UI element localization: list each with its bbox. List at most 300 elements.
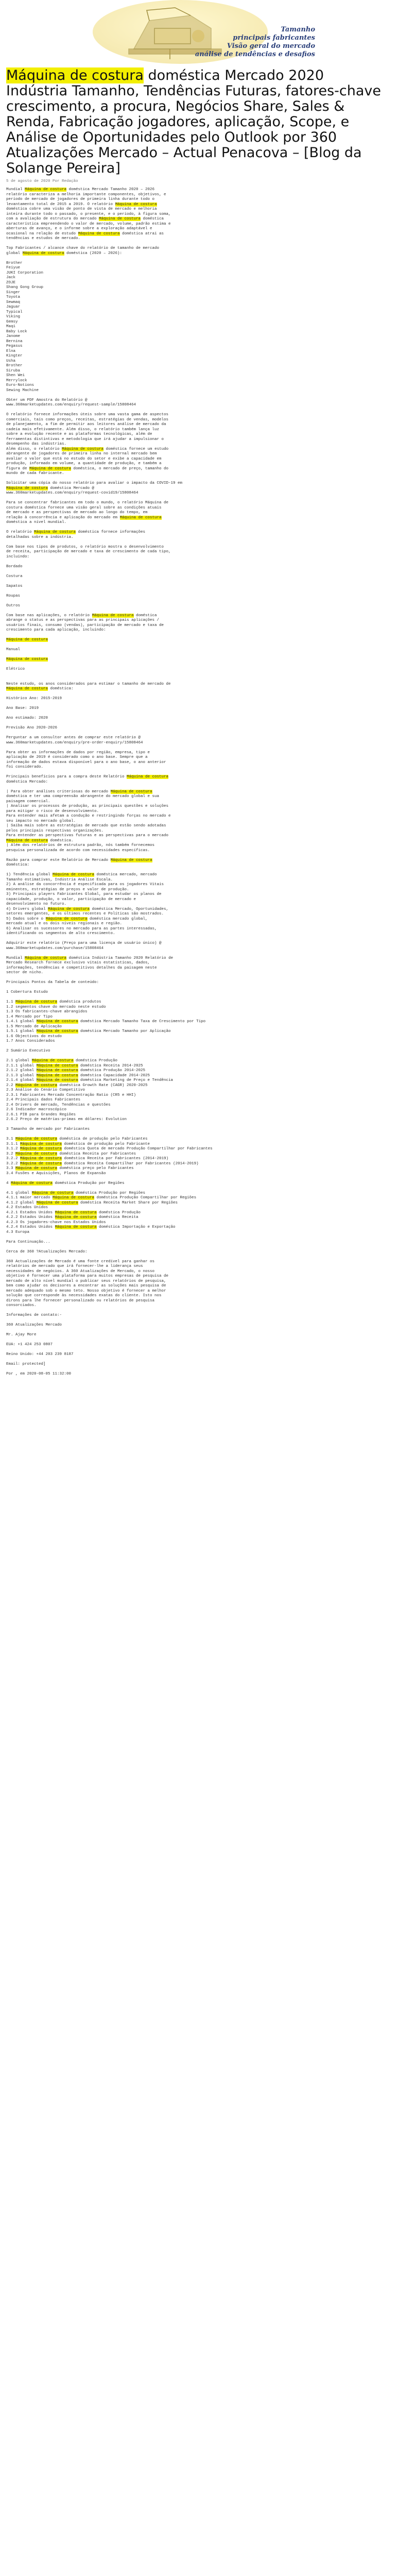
content-line: EUA: +1 424 253 0807 bbox=[6, 1343, 53, 1347]
keyword-highlight: Máquina de costura bbox=[92, 613, 134, 618]
content-line: Typical bbox=[6, 310, 23, 314]
content-line: doméstica e ter uma compreensão abrangente do mercado global e sua bbox=[6, 794, 160, 799]
content-line: 3.2.2 Máquina de costura doméstica Receita Compartilhar por Fabricantes (2014-2019) bbox=[6, 1161, 199, 1166]
content-line: objetivo é fornecer uma plataforma para muitos empresas de pesquisa de bbox=[6, 1274, 169, 1278]
content-line: 4.2.3 Os jogadores-chave nos Estados Unidos bbox=[6, 1220, 106, 1225]
title-highlight: Máquina de costura bbox=[6, 67, 144, 83]
content-line bbox=[6, 995, 387, 1001]
content-line: mercado adequado sob o mesmo teto. Nosso objetivo é fornecer a melhor bbox=[6, 1289, 166, 1293]
keyword-highlight: Máquina de costura bbox=[62, 447, 104, 451]
content-line: abrange o status e as perspectivas para as principais aplicações / bbox=[6, 618, 160, 622]
content-line: aplicação de 2019 é considerado como o ano base. Sempre que a bbox=[6, 755, 148, 759]
content-line: 2.6.1 PIB para Grandes Regiões bbox=[6, 1112, 76, 1117]
content-line bbox=[6, 1358, 387, 1363]
content-line bbox=[6, 1348, 387, 1353]
content-line bbox=[6, 540, 387, 545]
content-line: abrangente de jogadores de primeira linha no internal mercado bem bbox=[6, 452, 157, 456]
keyword-highlight: Máquina de costura bbox=[45, 917, 88, 921]
keyword-highlight: Máquina de costura bbox=[99, 217, 141, 221]
content-line: 1.4.1 global Máquina de costura doméstica Mercado Tamanho Taxa de Crescimento por Tipo bbox=[6, 1020, 206, 1024]
content-line: 360 Actualizações de Mercado é uma fonte credível para ganhar os bbox=[6, 1259, 155, 1264]
keyword-highlight: Máquina de costura bbox=[36, 1029, 78, 1033]
content-line: necessidades de negócios. A 360 Atualizações de Mercado, o nosso bbox=[6, 1269, 155, 1274]
content-line: Histórico Ano: 2015-2019 bbox=[6, 697, 62, 701]
content-line: 2.1.3 global Máquina de costura doméstica Capacidade 2014-2025 bbox=[6, 1073, 150, 1078]
content-line: 1 Cobertura Estudo bbox=[6, 990, 48, 994]
content-line: Shen Wei bbox=[6, 374, 25, 378]
content-line bbox=[6, 1054, 387, 1059]
post-meta: 5 de agosto de 2020 Por Redação bbox=[6, 179, 78, 183]
content-line: Perguntar a um consultor antes de comprar este relatório @ bbox=[6, 736, 141, 740]
content-line: levantamento total de 2015 a 2019. O relatório Máquina de costura bbox=[6, 202, 157, 207]
content-line: cadeia mais efetivamente. Além disso, o relatório também lança luz bbox=[6, 427, 160, 432]
content-line: 1.5 Mercado de Aplicação bbox=[6, 1024, 62, 1029]
content-line: 3.4 Fusões e Aquisições, Planos de Expansão bbox=[6, 1171, 106, 1176]
content-line: Viking bbox=[6, 315, 21, 319]
content-line: Com base nas aplicações, o relatório Máquina de costura doméstica bbox=[6, 613, 157, 618]
content-line: Kingter bbox=[6, 354, 23, 358]
content-line: Mr. Ajay More bbox=[6, 1333, 37, 1337]
content-line: Brother bbox=[6, 364, 23, 368]
content-line: 2.6.2 Preço de matérias-primas em dólares: Evolution bbox=[6, 1117, 127, 1122]
keyword-highlight: Máquina de costura bbox=[6, 838, 48, 843]
content-line bbox=[6, 677, 387, 682]
keyword-highlight: Máquina de costura bbox=[20, 1147, 62, 1151]
post-content bbox=[6, 188, 387, 1377]
content-line bbox=[6, 633, 387, 638]
content-line: | Para obter análises criteriosas do mercado Máquina de costura bbox=[6, 789, 152, 794]
keyword-highlight: Máquina de costura bbox=[55, 1225, 97, 1229]
keyword-highlight: Máquina de costura bbox=[36, 1078, 78, 1082]
content-line: tendências e estudos de mercado. bbox=[6, 236, 81, 241]
content-line bbox=[6, 526, 387, 531]
content-line: Principais benefícios para a compra deste Relatório Máquina de costura bbox=[6, 775, 169, 779]
content-line: 4.3 Europa bbox=[6, 1230, 30, 1234]
content-line: www.360marketupdates.com/enquiry/request-sample/15808464 bbox=[6, 403, 136, 407]
content-line bbox=[6, 638, 387, 643]
content-line: 2.3 Análise do Cenário Competitivo bbox=[6, 1088, 85, 1092]
content-line: Brother bbox=[6, 261, 23, 265]
content-line bbox=[6, 599, 387, 604]
keyword-highlight: Máquina de costura bbox=[31, 1059, 74, 1063]
content-line: Merrylock bbox=[6, 378, 27, 383]
content-line: 1.1 Máquina de costura doméstica produtos bbox=[6, 1000, 101, 1004]
keyword-highlight: Máquina de costura bbox=[15, 1151, 58, 1156]
content-line: Solicitar uma cópia do nosso relatório para avaliar o impacto da COVID-19 em bbox=[6, 481, 183, 485]
content-line: Por , em 2020-08-05 11:32:00 bbox=[6, 1372, 72, 1376]
content-line: | Saiba mais sobre as estratégias de mercado que estão sendo adotadas bbox=[6, 824, 166, 828]
content-line: Email: protected] bbox=[6, 1362, 46, 1366]
content-line: Bordado bbox=[6, 564, 23, 569]
content-line: informações, tendências e competitivos detalhes da paisagem neste bbox=[6, 965, 157, 970]
content-line bbox=[6, 986, 387, 991]
content-line bbox=[6, 579, 387, 584]
content-line: dirons para lhe fornecer personalizado ou relatórios de pesquisa bbox=[6, 1298, 155, 1303]
content-line: Singer bbox=[6, 290, 21, 295]
content-line: Manual bbox=[6, 648, 21, 652]
keyword-highlight: Máquina de costura bbox=[20, 1157, 62, 1161]
keyword-highlight: Máquina de costura bbox=[55, 1215, 97, 1219]
content-line: Mercado Research fornece exclusivo vitais estatísticas, dados, bbox=[6, 961, 150, 965]
content-line: sector de nicho. bbox=[6, 971, 44, 975]
content-line bbox=[6, 643, 387, 648]
content-line: setores emergentes, e os últimos recentes e Políticas são mostrados. bbox=[6, 912, 164, 916]
content-line: paisagem comercial. bbox=[6, 799, 50, 804]
content-line: Para obter as informações de dados por região, empresa, tipo e bbox=[6, 750, 150, 755]
banner-line-2: principais fabricantes bbox=[233, 34, 315, 42]
content-line: 4.2 Estados Unidos bbox=[6, 1206, 48, 1210]
content-line: sobre a evolução recente e as plataformas tecnológicas, além de bbox=[6, 432, 152, 436]
content-line: Mundial Máquina de costura doméstica Indústria Tamanho 2020 Relatório de bbox=[6, 956, 174, 960]
keyword-highlight: Máquina de costura bbox=[29, 466, 72, 471]
content-line: Jack bbox=[6, 276, 16, 280]
content-line: Gemsy bbox=[6, 319, 18, 324]
blog-post bbox=[6, 68, 387, 1377]
keyword-highlight: Máquina de costura bbox=[11, 1181, 53, 1185]
content-line: 1.2 segmentos chave do mercado neste estudo bbox=[6, 1005, 106, 1009]
content-line: Reino Unido: +44 203 239 8187 bbox=[6, 1352, 74, 1357]
content-line bbox=[6, 951, 387, 956]
content-line bbox=[6, 976, 387, 981]
content-line bbox=[6, 1132, 387, 1138]
content-line: relatórios de mercado que irá fornecer-lhe a liderança seus bbox=[6, 1264, 143, 1268]
content-line bbox=[6, 569, 387, 574]
content-line: Para Continuação... bbox=[6, 1240, 50, 1244]
content-line: produção, informado em volume, a quantidade de produção, e também a bbox=[6, 462, 162, 466]
keyword-highlight: Máquina de costura bbox=[36, 1063, 78, 1068]
content-line: 3.1.2 Máquina de costura doméstica Quota de mercado Produção Compartilhar por Fabricantes bbox=[6, 1147, 213, 1151]
content-line: doméstica a nível mundial. bbox=[6, 520, 67, 524]
content-line bbox=[6, 868, 387, 873]
content-line: pelos principais respectivas organizações. bbox=[6, 828, 104, 833]
content-line: incluindo: bbox=[6, 554, 30, 559]
content-line: costura doméstica fornece uma visão geral sobre as condições atuais bbox=[6, 505, 162, 510]
content-line: 2.1.2 global Máquina de costura doméstica Produção 2014-2025 bbox=[6, 1069, 146, 1073]
content-line: Adquirir este relatório (Preço para uma licença de usuário único) @ bbox=[6, 941, 162, 945]
content-line: aberturas de avanço, e o informe sobre a exploração adaptável e bbox=[6, 227, 152, 231]
content-line: comerciais, tais como preços, receitas, estratégias de vendas, modelos bbox=[6, 417, 169, 422]
content-line: 6) Analisar os sucessores no mercado para as partes interessadas, bbox=[6, 926, 157, 931]
keyword-highlight: Máquina de costura bbox=[15, 1083, 58, 1088]
content-line: desenvolvimento no futuro. bbox=[6, 902, 67, 906]
content-line: Sewing Machine bbox=[6, 388, 39, 393]
content-line bbox=[6, 672, 387, 677]
content-line: avaliar o valor que está no estudo do setor e exibe a capacidade em bbox=[6, 456, 162, 461]
content-line: Shang Gong Group bbox=[6, 285, 44, 290]
keyword-highlight: Máquina de costura bbox=[115, 202, 157, 207]
content-line bbox=[6, 702, 387, 707]
content-line: 4 Máquina de costura doméstica Produção por Regiões bbox=[6, 1181, 125, 1185]
keyword-highlight: Máquina de costura bbox=[34, 530, 76, 534]
content-line bbox=[6, 1123, 387, 1128]
content-line bbox=[6, 937, 387, 942]
content-line bbox=[6, 256, 387, 261]
content-line: 4) Drivers global Máquina de costura doméstica Mercado, Oportunidades, bbox=[6, 907, 169, 911]
content-line: www.360marketupdates.com/purchase/15808464 bbox=[6, 946, 104, 951]
keyword-highlight: Máquina de costura bbox=[6, 657, 48, 662]
content-line: bem como ajudar os decisores a encontrar as soluções mais pesquisa de bbox=[6, 1284, 166, 1288]
content-line bbox=[6, 560, 387, 565]
content-line: mercado atual e os dois níveis regionais e região. bbox=[6, 922, 123, 926]
content-line: 5) Dados sobre o Máquina de costura doméstica mercado global, bbox=[6, 917, 148, 921]
content-line: Bernina bbox=[6, 339, 23, 344]
content-line bbox=[6, 1235, 387, 1240]
content-line: Para entender as perspectivas futuras e as perspectivas para o mercado bbox=[6, 834, 169, 838]
content-line: relação à concorrência e aplicação do mercado em Máquina de costura bbox=[6, 515, 162, 520]
content-line: 2.3.1 Fabricantes Mercado Concentração Ratio (CR5 e HHI) bbox=[6, 1093, 136, 1097]
content-line: Jaguar bbox=[6, 305, 21, 309]
content-line: Sewmaq bbox=[6, 300, 21, 304]
banner-line-1: Tamanho bbox=[281, 26, 315, 33]
keyword-highlight: Máquina de costura bbox=[15, 1137, 58, 1141]
content-line: figura de Máquina de costura doméstica, o mercado de preço, tamanho do bbox=[6, 466, 169, 471]
title-text: doméstica Mercado 2020 Indústria Tamanho, Tendências Futuras, fatores-chave crescimento, a procura, Negócios Share, Sales & Renda, Fabricação jogadores, aplicação, Scope, e Análise de Oportunidades pelo Outlook por 360 Atualizações Mercado – Actual Penacova – [Blog da Solange Pereira] bbox=[6, 67, 381, 176]
content-line: 2.2 Máquina de costura doméstica Growth Rate (CAGR) 2020-2025 bbox=[6, 1083, 148, 1088]
content-line bbox=[6, 1328, 387, 1333]
content-line: Máquina de costura doméstica: bbox=[6, 687, 74, 691]
content-line bbox=[6, 663, 387, 668]
content-line bbox=[6, 1255, 387, 1260]
content-line bbox=[6, 589, 387, 594]
content-line: Ano Base: 2019 bbox=[6, 706, 39, 710]
keyword-highlight: Máquina de costura bbox=[36, 1073, 78, 1078]
keyword-highlight: Máquina de costura bbox=[22, 251, 64, 256]
content-line: Costura bbox=[6, 574, 23, 579]
keyword-highlight: Máquina de costura bbox=[25, 956, 67, 960]
content-line: Com base nos tipos de produtos, o relatório mostra o desenvolvimento bbox=[6, 545, 164, 549]
content-line: Além disso, o relatório Máquina de costura doméstica fornece um estudo bbox=[6, 447, 169, 451]
content-line: Top Fabricantes / alcance chave do relatório de tamanho de mercado bbox=[6, 246, 160, 250]
content-line: Neste estudo, os anos considerados para estimar o tamanho de mercado de bbox=[6, 682, 171, 686]
content-line: Máquina de costura doméstica. bbox=[6, 838, 74, 843]
content-line bbox=[6, 692, 387, 697]
content-line: O relatório fornece informações úteis sobre uma vasta gama de aspectos bbox=[6, 413, 169, 417]
content-line bbox=[6, 1245, 387, 1250]
content-line: Euro-Notions bbox=[6, 383, 34, 387]
content-line: solução que corresponde às necessidades exatas do cliente. Isto nos bbox=[6, 1294, 162, 1298]
keyword-highlight: Máquina de costura bbox=[20, 1161, 62, 1166]
content-line: pesquisa personalizada de acordo com necessidades específicas. bbox=[6, 848, 150, 853]
content-line: ZOJE bbox=[6, 280, 16, 285]
keyword-highlight: Máquina de costura bbox=[6, 638, 48, 642]
keyword-highlight: Máquina de costura bbox=[15, 1000, 58, 1004]
content-line: informação de dados estava disponível para o ano base, o ano anterior bbox=[6, 760, 166, 765]
content-line: 2.1.1 global Máquina de costura doméstica Receita 2014-2025 bbox=[6, 1063, 143, 1068]
content-line: usuários finais, consumo (vendas), participação de mercado e taxa de bbox=[6, 623, 164, 628]
content-line: 1.4 Mercado por Tipo bbox=[6, 1014, 53, 1019]
banner-line-3: Visão geral do mercado bbox=[227, 42, 315, 50]
content-line: Baby Lock bbox=[6, 329, 27, 334]
content-line: O relatório Máquina de costura doméstica fornece informações bbox=[6, 530, 146, 534]
content-line bbox=[6, 1186, 387, 1191]
keyword-highlight: Máquina de costura bbox=[31, 1191, 74, 1195]
content-line: 3 Tamanho de mercado por Fabricantes bbox=[6, 1127, 90, 1131]
content-line: de receita, participação de mercado e taxa de crescimento de cada tipo, bbox=[6, 550, 171, 554]
keyword-highlight: Máquina de costura bbox=[48, 907, 90, 911]
content-line: Feiyue bbox=[6, 266, 21, 270]
keyword-highlight: Máquina de costura bbox=[25, 188, 67, 192]
content-line: | Além dos relatórios de estrutura padrão, nós também fornecemos bbox=[6, 843, 155, 848]
content-line bbox=[6, 496, 387, 501]
keyword-highlight: Máquina de costura bbox=[15, 1166, 58, 1171]
banner-caption bbox=[195, 26, 315, 59]
content-line: com a avaliação de estrutura do mercado Máquina de costura doméstica bbox=[6, 217, 164, 221]
content-line: detalhadas sobre a indústria. bbox=[6, 535, 74, 539]
content-line bbox=[6, 393, 387, 398]
content-line: consorciados. bbox=[6, 1303, 37, 1308]
content-line: para mitigar o risco de desenvolvimento. bbox=[6, 809, 99, 814]
content-line: de mercado e as perspectivas de mercado ao longo do tempo, em bbox=[6, 511, 148, 515]
content-line: 3.2 Máquina de costura doméstica Receita por Fabricantes bbox=[6, 1151, 136, 1156]
content-line: Maqi bbox=[6, 325, 16, 329]
content-line: 4.1 global Máquina de costura doméstica Produção por Regiões bbox=[6, 1191, 146, 1195]
keyword-highlight: Máquina de costura bbox=[20, 1142, 62, 1146]
keyword-highlight: Máquina de costura bbox=[127, 775, 169, 779]
content-line: 3.1.1 Máquina de costura doméstica de produção pelo Fabricante bbox=[6, 1142, 150, 1146]
content-line: Cerca de 360 ?Atualizações Mercado: bbox=[6, 1249, 88, 1254]
content-line: 2.4 Principais dados Fabricantes bbox=[6, 1098, 81, 1102]
content-line: 4.2.1 Estados Unidos Máquina de costura doméstica Produção bbox=[6, 1210, 141, 1215]
content-line: Ano estimado: 2020 bbox=[6, 716, 48, 720]
content-line: Previsão Ano 2020-2026 bbox=[6, 726, 58, 730]
content-line: mercado de alto nível mundial o publicar seus relatórios de pesquisa, bbox=[6, 1279, 166, 1283]
content-line: Principais Pontos da Tabela de conteúdo: bbox=[6, 980, 99, 985]
content-line: seu impacto no mercado global. bbox=[6, 819, 76, 823]
header-banner-image bbox=[72, 0, 330, 72]
content-line: JUKI Corporation bbox=[6, 270, 44, 275]
content-line: Tamanho estimativas, Indústria Análise Escala. bbox=[6, 877, 113, 882]
content-line: capacidade, produção, o valor, participação de mercado e bbox=[6, 897, 136, 902]
content-line: Para se concentrar fabricantes em todo o mundo, o relatório Máquina de bbox=[6, 501, 169, 505]
keyword-highlight: Máquina de costura bbox=[36, 1200, 78, 1205]
content-line: 1.3 Os fabricantes-chave abrangidos bbox=[6, 1010, 88, 1014]
content-line: 4.2.4 Estados Unidos Máquina de costura doméstica Importação e Exportação bbox=[6, 1225, 176, 1229]
content-line: Sapatos bbox=[6, 584, 23, 588]
content-line: 4.1.1 maior mercado Máquina de costura doméstica Produção Compartilhar por Regiões bbox=[6, 1196, 197, 1200]
content-line: doméstica: bbox=[6, 863, 30, 867]
keyword-highlight: Máquina de costura bbox=[110, 858, 152, 862]
content-line bbox=[6, 1318, 387, 1324]
content-line bbox=[6, 1044, 387, 1049]
keyword-highlight: Máquina de costura bbox=[36, 1020, 78, 1024]
content-line: 1.5.1 global Máquina de costura doméstica Mercado Tamanho por Aplicação bbox=[6, 1029, 171, 1033]
content-line bbox=[6, 745, 387, 751]
content-line bbox=[6, 408, 387, 413]
content-line bbox=[6, 711, 387, 717]
content-line: 3.2.2 Máquina de costura doméstica Receita por Fabricantes (2014-2019) bbox=[6, 1157, 169, 1161]
content-line: Siruba bbox=[6, 368, 21, 373]
content-line bbox=[6, 1309, 387, 1314]
content-line: 2) A análise da concorrência é especificada para os jogadores Vitais bbox=[6, 883, 164, 887]
content-line: Pegasus bbox=[6, 344, 23, 348]
content-line: 1.6 Objectivos do estudo bbox=[6, 1034, 62, 1039]
keyword-highlight: Máquina de costura bbox=[119, 515, 162, 520]
content-line: Para entender mais afetam a condução e restringindo forças no mercado e bbox=[6, 814, 171, 818]
content-line: crescimento para cada aplicação, incluindo: bbox=[6, 628, 106, 632]
content-line: 1) Tendência global Máquina de costura doméstica mercado, mercado bbox=[6, 873, 157, 877]
keyword-highlight: Máquina de costura bbox=[6, 486, 48, 490]
content-line: desempenho das indústrias. bbox=[6, 442, 67, 446]
keyword-highlight: Máquina de costura bbox=[53, 873, 95, 877]
content-line bbox=[6, 853, 387, 858]
content-line bbox=[6, 1367, 387, 1372]
content-line: Informações de contato:- bbox=[6, 1313, 62, 1317]
content-line bbox=[6, 477, 387, 482]
content-line bbox=[6, 608, 387, 614]
content-line: Toyota bbox=[6, 295, 21, 299]
content-line: | Analisar os processos de produção, as principais questões e soluções bbox=[6, 804, 169, 808]
keyword-highlight: Máquina de costura bbox=[36, 1069, 78, 1073]
content-line: 360 Atualizações Mercado bbox=[6, 1323, 62, 1327]
content-line: 4.2.2 Estados Unidos Máquina de costura doméstica Receita bbox=[6, 1215, 139, 1219]
content-line bbox=[6, 1176, 387, 1181]
content-line: doméstica cobre uma visão de ponto de vista de mercado e melhoria bbox=[6, 207, 157, 211]
content-line: eminentes, estratégias de preços e valor de produção. bbox=[6, 887, 129, 892]
content-line: Roupas bbox=[6, 594, 21, 598]
content-line bbox=[6, 770, 387, 775]
keyword-highlight: Máquina de costura bbox=[78, 231, 120, 236]
content-line: relatório caracteriza a melhoria importante componentes, objetivos, e bbox=[6, 192, 166, 197]
content-line: Usha bbox=[6, 359, 16, 363]
content-line: Mundial Máquina de costura doméstica Mercado Tamanho 2020 – 2026 bbox=[6, 188, 155, 192]
content-line: www.360marketupdates.com/enquiry/pre-order-enquiry/15808464 bbox=[6, 740, 143, 745]
content-line: 2.4 Drivers de mercado, Tendências e questões bbox=[6, 1103, 111, 1107]
keyword-highlight: Máquina de costura bbox=[6, 687, 48, 691]
content-line: doméstica Mercado: bbox=[6, 779, 48, 784]
content-line: 2.6 Indicador macroscópico bbox=[6, 1108, 67, 1112]
content-line bbox=[6, 1338, 387, 1343]
content-line: 4.1.2 global Máquina de costura doméstica Receita Market Share por Regiões bbox=[6, 1200, 178, 1205]
content-line: Máquina de costura doméstica Mercado @ bbox=[6, 486, 95, 490]
post-title bbox=[6, 68, 387, 176]
content-line: ocasional na relação de estudo Máquina de costura doméstica atrai as bbox=[6, 231, 164, 236]
content-line: www.360marketupdates.com/enquiry/request-covid19/15808464 bbox=[6, 491, 139, 495]
content-line bbox=[6, 721, 387, 726]
content-line bbox=[6, 785, 387, 790]
content-line: 2 Sumário Executivo bbox=[6, 1049, 50, 1053]
content-line: Elna bbox=[6, 349, 16, 353]
content-line bbox=[6, 731, 387, 736]
content-line: identificando os segmentos de alto crescimento. bbox=[6, 931, 115, 936]
content-line: Razão para comprar este Relatório de Mercado Máquina de costura bbox=[6, 858, 152, 862]
content-line: global Máquina de costura doméstica (2020 – 2026): bbox=[6, 251, 123, 256]
content-line: Outros bbox=[6, 603, 21, 608]
content-line: característica empreendendo o valor de mercado, volume, padrão estima e bbox=[6, 222, 171, 226]
content-line: foi considerado. bbox=[6, 765, 44, 769]
content-line: 3.1 Máquina de costura doméstica de produção pelo Fabricantes bbox=[6, 1137, 148, 1141]
content-line: 2.1.4 global Máquina de costura doméstica Marketing de Preço e Tendência bbox=[6, 1078, 174, 1082]
keyword-highlight: Máquina de costura bbox=[110, 789, 152, 794]
content-line: 3) Principais players Fabricantes Global, para estudar os planos de bbox=[6, 892, 162, 896]
content-line: período de mercado de jogadores de primeira linha durante todo o bbox=[6, 197, 155, 201]
banner-line-4: análise de tendências e desafios bbox=[195, 50, 315, 58]
content-line: 2.1 global Máquina de costura doméstica Produção bbox=[6, 1059, 118, 1063]
content-line: Elétrico bbox=[6, 667, 25, 671]
keyword-highlight: Máquina de costura bbox=[55, 1210, 97, 1215]
keyword-highlight: Máquina de costura bbox=[53, 1196, 95, 1200]
content-line: 1.7 Anos Considerados bbox=[6, 1039, 55, 1043]
content-line: 3.3 Máquina de costura doméstica preço pelo Fabricantes bbox=[6, 1166, 134, 1171]
content-line: de planejamento, a fim de permitir aos leitores análise de mercado da bbox=[6, 422, 166, 427]
content-line bbox=[6, 242, 387, 247]
content-line bbox=[6, 657, 387, 663]
content-line: ferramentas distintivas e metodologia que irá ajudar a impulsionar o bbox=[6, 437, 164, 442]
content-line: inteira durante todo o passado, o presente, e o período, à figura soma, bbox=[6, 212, 171, 216]
content-line: mundo de cada fabricante. bbox=[6, 471, 64, 476]
content-line: Janome bbox=[6, 334, 21, 338]
content-line bbox=[6, 653, 387, 658]
content-line: Obter um PDF Amostra do Relatório @ bbox=[6, 398, 88, 402]
